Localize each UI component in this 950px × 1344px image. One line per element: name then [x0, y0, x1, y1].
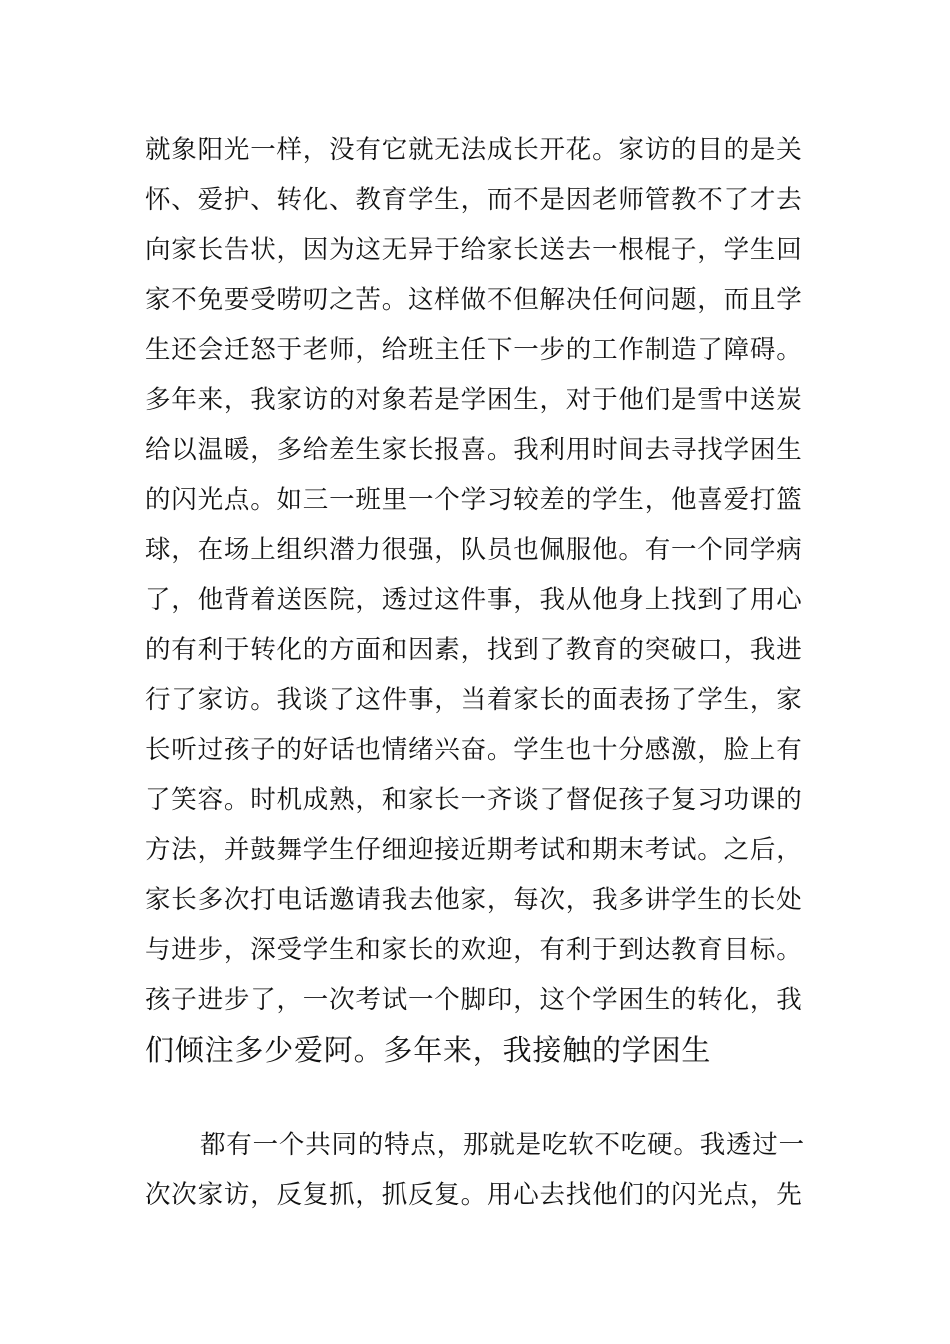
text-line: 球，在场上组织潜力很强，队员也佩服他。有一个同学病: [145, 535, 803, 565]
text-line: 们倾注多少爱阿。多年来，我接触的学困生: [145, 1033, 712, 1067]
text-line: 怀、爱护、转化、教育学生，而不是因老师管教不了才去: [145, 185, 803, 215]
text-line: 生还会迁怒于老师，给班主任下一步的工作制造了障碍。: [145, 335, 803, 365]
text-line: 家长多次打电话邀请我去他家，每次，我多讲学生的长处: [145, 885, 803, 915]
text-line: 的有利于转化的方面和因素，找到了教育的突破口，我进: [145, 635, 803, 665]
text-line: 行了家访。我谈了这件事，当着家长的面表扬了学生，家: [145, 685, 803, 715]
text-line: 方法，并鼓舞学生仔细迎接近期考试和期末考试。之后，: [145, 835, 803, 865]
text-line: 的闪光点。如三一班里一个学习较差的学生，他喜爱打篮: [145, 485, 803, 515]
text-line: 家不免要受唠叨之苦。这样做不但解决任何问题，而且学: [145, 285, 803, 315]
text-line: 与进步，深受学生和家长的欢迎，有利于到达教育目标。: [145, 935, 803, 965]
text-line: 长听过孩子的好话也情绪兴奋。学生也十分感激，脸上有: [145, 735, 803, 765]
text-line: 都有一个共同的特点，那就是吃软不吃硬。我透过一: [200, 1130, 805, 1160]
text-line: 就象阳光一样，没有它就无法成长开花。家访的目的是关: [145, 135, 803, 165]
text-line: 多年来，我家访的对象若是学困生，对于他们是雪中送炭: [145, 385, 803, 415]
text-line: 给以温暖，多给差生家长报喜。我利用时间去寻找学困生: [145, 435, 803, 465]
text-line: 向家长告状，因为这无异于给家长送去一根棍子，学生回: [145, 235, 803, 265]
text-line: 了，他背着送医院，透过这件事，我从他身上找到了用心: [145, 585, 803, 615]
text-line: 孩子进步了，一次考试一个脚印，这个学困生的转化，我: [145, 985, 803, 1015]
text-line: 次次家访，反复抓，抓反复。用心去找他们的闪光点，先: [145, 1180, 803, 1210]
text-line: 了笑容。时机成熟，和家长一齐谈了督促孩子复习功课的: [145, 785, 803, 815]
